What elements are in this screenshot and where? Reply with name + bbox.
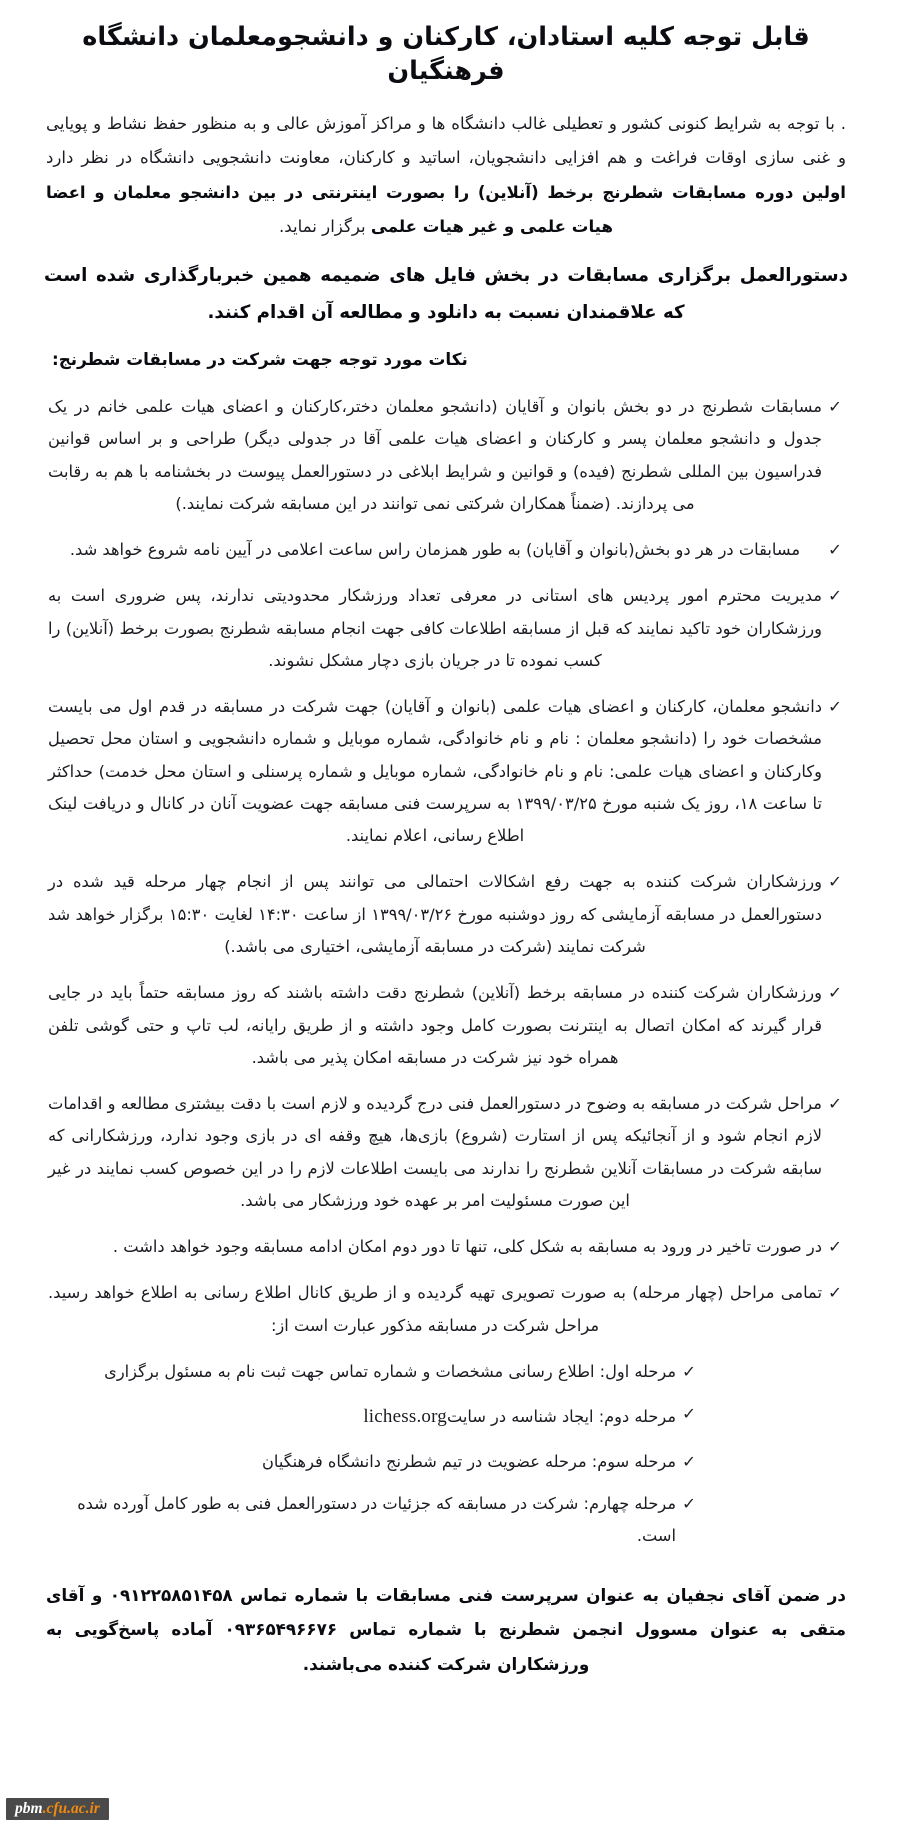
- stage-item-text: [40, 1446, 676, 1478]
- intro-text-part-2: برگزار نماید.: [279, 216, 371, 236]
- list-item: [40, 391, 852, 520]
- section-heading-participation-notes: نکات مورد توجه جهت شرکت در مسابقات شطرنج:: [52, 349, 468, 370]
- page-title: قابل توجه کلیه استادان، کارکنان و دانشجومعلمان دانشگاه فرهنگیان: [82, 22, 810, 87]
- intro-bold-highlight: اولین دوره مسابقات شطرنج برخط (آنلاین) را بصورت اینترنتی در بین دانشجو معلمان و اعضا هیات علمی و غیر هیات علمی: [46, 182, 846, 236]
- stage-label: مرحله چهارم: شرکت در مسابقه که جزئیات در دستورالعمل فنی به طور کامل آورده شده است.: [77, 1493, 676, 1545]
- checkmark-icon: ✓: [827, 1237, 843, 1257]
- checkmark-icon: ✓: [827, 586, 843, 606]
- checkmark-icon: ✓: [681, 1493, 697, 1513]
- attachment-notice: دستورالعمل برگزاری مسابقات در بخش فایل های ضمیمه همین خبربارگذاری شده است که علاقمندان نسبت به دانلود و مطالعه آن اقدام کنند.: [44, 265, 848, 323]
- list-item-text: دانشجو معلمان، کارکنان و اعضای هیات علمی (بانوان و آقایان) جهت شرکت در مسابقه در قدم اول می بایست مشخصات خود را (دانشجو معلمان : نام و نام خانوادگی، شماره موبایل و شماره دانشجویی و استان محل تحصیل وکارکنان و اعضای هیات علمی: نام و نام خانوادگی، شماره موبایل و شماره پرسنلی و استان محل خدمت) حداکثر تا ساعت ۱۸، روز یک شنبه مورخ ۱۳۹۹/۰۳/۲۵ به سرپرست فنی مسابقه جهت عضویت آنان در کانال و دریافت لینک اطلاع رسانی، اعلام نمایند.: [48, 697, 823, 846]
- list-item: [40, 691, 852, 852]
- list-item: [40, 866, 852, 963]
- list-item-text: مسابقات شطرنج در دو بخش بانوان و آقایان (دانشجو معلمان دختر،کارکنان و اعضای هیات علمی خانم در یک جدول و دانشجو معلمان پسر و کارکنان و اعضای هیات علمی آقا در جدولی دیگر) طراحی و بر اساس قوانین فدراسیون بین المللی شطرنج (فیده) و قوانین و شرایط ابلاغی در دستورالعمل پیوست در بخشنامه با هم به رقابت می پردازند. (ضمناً همکاران شرکتی نمی توانند در این مسابقه شرکت نمایند.): [48, 397, 822, 513]
- checkmark-icon: ✓: [681, 1404, 697, 1424]
- list-item: [40, 1088, 852, 1217]
- stage-item-2: [40, 1398, 852, 1436]
- list-item: [40, 1277, 852, 1342]
- list-item-text: مسابقات در هر دو بخش(بانوان و آقایان) به طور همزمان راس ساعت اعلامی در آیین نامه شروع خواهد شد.: [69, 540, 801, 560]
- contact-footer-note: در ضمن آقای نجفیان به عنوان سرپرست فنی مسابقات با شماره تماس ۰۹۱۲۲۵۸۵۱۴۵۸ و آقای متقی به عنوان مسوول انجمن شطرنج با شماره تماس ۰۹۳۶۵۴۹۶۶۷۶ آماده پاسخ‌گویی به ورزشکاران شرکت کننده می‌باشند.: [46, 1584, 847, 1674]
- checkmark-icon: ✓: [681, 1361, 697, 1381]
- watermark-suffix: .cfu.ac.ir: [42, 1799, 100, 1817]
- list-item: [40, 534, 852, 566]
- list-item-text: تمامی مراحل (چهار مرحله) به صورت تصویری تهیه گردیده و از طریق کانال اطلاع رسانی به اطلاع خواهد رسید. مراحل شرکت در مسابقه مذکور عبارت است از:: [48, 1283, 822, 1335]
- stage-item-text: [40, 1488, 676, 1552]
- watermark-prefix: pbm: [15, 1799, 43, 1817]
- checkmark-icon: ✓: [827, 1283, 843, 1303]
- list-item-text: ورزشکاران شرکت کننده به جهت رفع اشکالات احتمالی می توانند پس از انجام چهار مرحله قید شده در دستورالعمل در مسابقه آزمایشی که روز دوشنبه مورخ ۱۳۹۹/۰۳/۲۶ از ساعت ۱۴:۳۰ لغایت ۱۵:۳۰ برگزار خواهد شد شرکت نمایند (شرکت در مسابقه آزمایشی، اختیاری می باشد.): [48, 872, 822, 957]
- checkmark-icon: ✓: [827, 540, 843, 560]
- lichess-site-link: lichess.org: [363, 1406, 447, 1428]
- checkmark-icon: ✓: [827, 1094, 843, 1114]
- list-item-text: در صورت تاخیر در ورود به مسابقه به شکل کلی، تنها تا دور دوم امکان ادامه مسابقه وجود خواهد داشت .: [112, 1237, 822, 1257]
- stage-label: مرحله دوم: ایجاد شناسه در سایت: [446, 1407, 676, 1427]
- checkmark-icon: ✓: [827, 697, 843, 717]
- checkmark-icon: ✓: [827, 872, 843, 892]
- list-item: [40, 580, 852, 677]
- stage-label: مرحله اول: اطلاع رسانی مشخصات و شماره تماس جهت ثبت نام به مسئول برگزاری: [104, 1361, 676, 1381]
- checkmark-icon: ✓: [681, 1451, 697, 1471]
- checkmark-icon: ✓: [827, 983, 843, 1003]
- list-item-text: مراحل شرکت در مسابقه به وضوح در دستورالعمل فنی درج گردیده و لازم است با دقت بیشتری مطالعه و اقدامات لازم انجام شود و از آنجائیکه پس از استارت (شروع) بازی‌ها، هیچ وقفه ای در بازی وجود ندارد، ورزشکارانی که سابقه شرکت در مسابقات آنلاین شطرنج را ندارند می بایست اطلاعات لازم را در این خصوص کسب نمایند در غیر این صورت مسئولیت امر بر عهده خود ورزشکار می باشد.: [48, 1094, 822, 1210]
- site-watermark: [6, 1798, 109, 1821]
- checkmark-icon: ✓: [827, 397, 843, 417]
- stage-item-3: [40, 1446, 852, 1478]
- stage-item-text: [40, 1356, 676, 1388]
- stage-item-text: [40, 1398, 676, 1436]
- stage-item-1: [40, 1356, 852, 1388]
- list-item: [40, 1231, 852, 1263]
- list-item: [40, 977, 852, 1074]
- notes-list: [40, 391, 852, 1552]
- list-item-text: ورزشکاران شرکت کننده در مسابقه برخط (آنلاین) شطرنج دقت داشته باشند که روز مسابقه حتماً باید در جایی قرار گیرند که امکان اتصال به اینترنت بصورت کامل وجود داشته و از طریق رایانه، لب تاپ و حتی گوشی تلفن همراه خود نیز شرکت در مسابقه امکان پذیر می باشد.: [48, 983, 822, 1067]
- list-item-text: مدیریت محترم امور پردیس های استانی در معرفی تعداد ورزشکار محدودیتی ندارند، پس ضروری است به ورزشکاران خود تاکید نمایند که قبل از مسابقه اطلاعات کافی جهت انجام مسابقه شطرنج بصورت برخط (آنلاین) را کسب نموده تا در جریان بازی دچار مشکل نشوند.: [48, 586, 822, 670]
- intro-paragraph: [40, 107, 852, 244]
- stage-item-4: [40, 1488, 852, 1552]
- intro-text-part-1: . با توجه به شرایط کنونی کشور و تعطیلی غالب دانشگاه ها و مراکز آموزش عالی و به منظور حفظ نشاط و پویایی و غنی سازی اوقات فراغت و هم افزایی دانشجویان، اساتید و کارکنان، معاونت دانشجویی دانشگاه در نظر دارد: [46, 113, 846, 168]
- stage-label: مرحله سوم: مرحله عضویت در تیم شطرنج دانشگاه فرهنگیان: [262, 1451, 676, 1471]
